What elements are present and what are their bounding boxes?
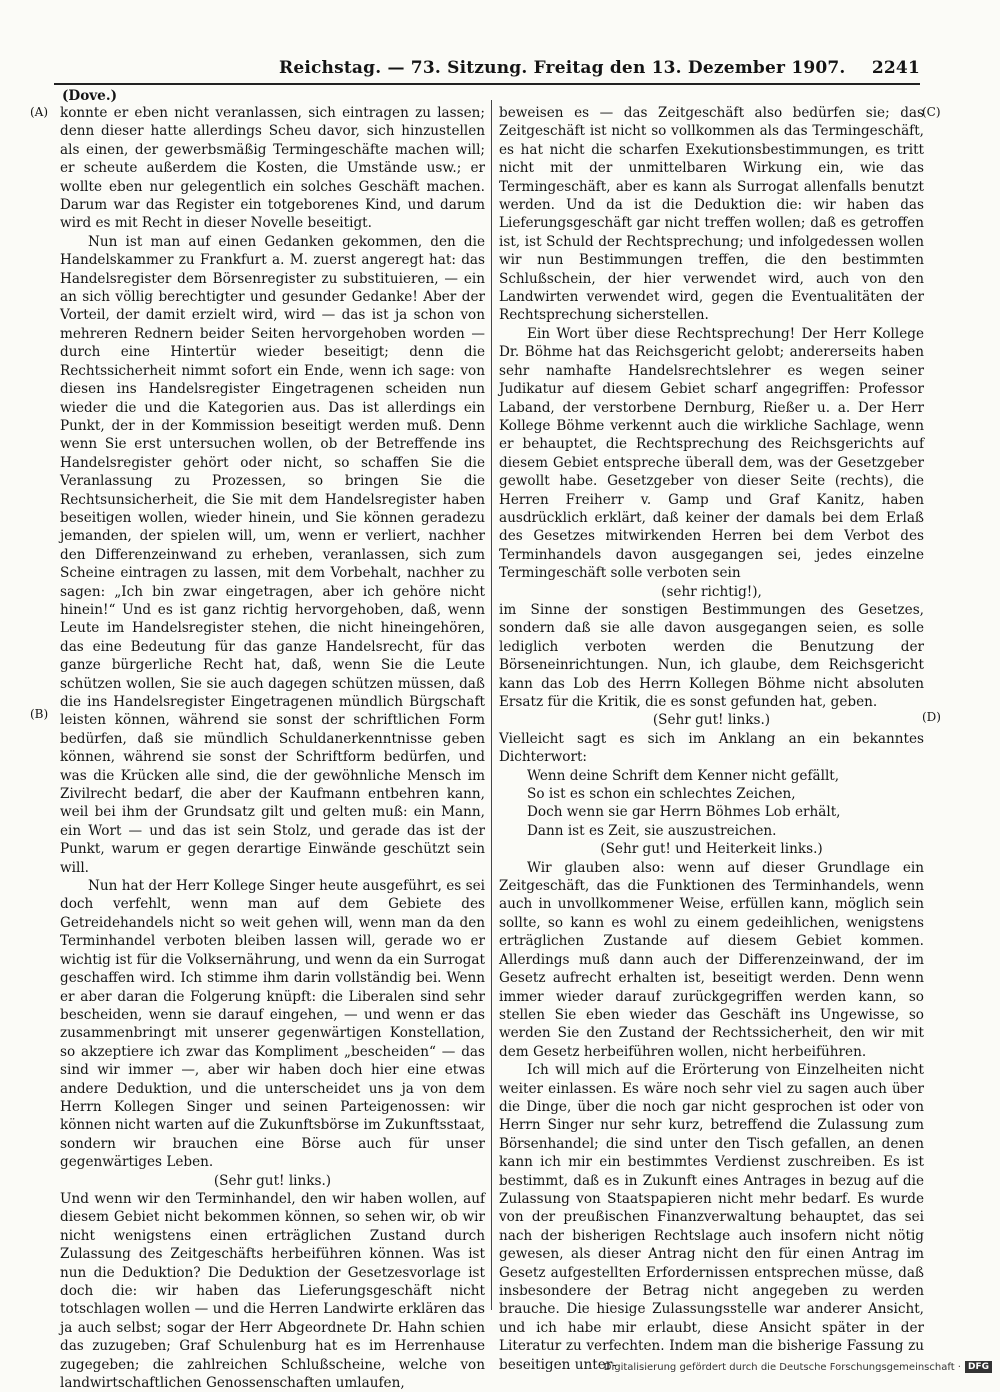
verse-line: Wenn deine Schrift dem Kenner nicht gefällt, bbox=[527, 767, 840, 784]
funding-note: Digitalisierung gefördert durch die Deutsche Forschungsgemeinschaft · bbox=[603, 1361, 961, 1373]
interjection: (Sehr gut! und Heiterkeit links.) bbox=[600, 841, 823, 858]
paragraph: Nun ist man auf einen Gedanken gekommen, den die Handelskammer zu Frankfurt a. M. zuerst angeregt hat: das Handelsregister dem Börsenregister zu substituieren, — ein an sich völlig berechtigter und gesunder Gedanke! Aber der Vorteil, der damit erzielt wird, wird — das ist ja schon von mehreren Rednern beider Seiten hervorgehoben worden — durch eine Hintertür wieder beseitigt; denn die Rechtssicherheit nimmt sofort ein Ende, wenn ich sage: von diesen ins Handelsregister Eingetragenen scheiden nun wieder die und die Kategorien aus. Das ist allerdings ein Punkt, der in der Kommission beseitigt werden muß. Denn wenn Sie erst untersuchen wollen, ob der Betreffende ins Handelsregister gehört oder nicht, so schaffen Sie die Veranlassung zu Prozessen, so bringen Sie die Rechtsunsicherheit, die Sie mit dem Handelsregister haben beseitigen wollen, wieder hinein, und Sie können geradezu jemanden, der spielen will, um, wenn er verliert, nachher den Differenzeinwand zu erheben, veranlassen, sich zum Scheine eintragen zu lassen, mit dem Vorbehalt, nachher zu sagen: „Ich bin zwar eingetragen, aber ich gehöre nicht hinein!“ Und es ist ganz richtig hervorgehoben, daß, wenn Leute im Handelsregister stehen, die nicht hineingehören, das eine Bedeutung für das ganze Handelsrecht, für das ganze bürgerliche Recht hat, daß, wenn Sie die Leute schützen wollen, Sie sie auch dagegen schützen müssen, daß die ins Handelsregister Eingetragenen mündlich Bürgschaft leisten können, während sie sonst der schriftlichen Form bedürfen, daß sie mündlich Schuldanerkenntnisse geben können, während sie sonst der Schriftform bedürfen, und was die Krücken alle sind, die der gewöhnliche Mensch im Zivilrecht bedarf, die aber der Kaufmann entbehren kann, weil bei ihm der Grundsatz gilt und gelten muß: ein Mann, ein Wort — und das ist sein Stolz, und gerade das ist der Punkt, warum er gegen derartige Einwände geschützt sein will. bbox=[60, 233, 485, 876]
running-head: Reichstag. — 73. Sitzung. Freitag den 13. Dezember 1907. bbox=[279, 58, 846, 78]
left-column bbox=[60, 104, 485, 1392]
dfg-logo: DFG bbox=[965, 1361, 992, 1373]
margin-mark-a: (A) bbox=[30, 105, 49, 119]
interjection: (Sehr gut! links.) bbox=[213, 1172, 332, 1189]
paragraph: beweisen es — das Zeitgeschäft also bedürfen sie; das Zeitgeschäft ist nicht so vollkommen als das Termingeschäft, es hat nicht die scharfen Exekutionsbestimmungen, es tritt nicht mit der unmittelbaren Wirkung ein, wie das Termingeschäft, aber es kann als Surrogat allenfalls benutzt werden. Und da ist die Deduktion die: wir haben das Lieferungsgeschäft gar nicht treffen wollen; daß es getroffen ist, ist Schuld der Rechtsprechung; und infolgedessen wollen wir nun Bestimmungen treffen, die den bestimmten Schlußschein, der hier verwendet wird, auch von den Landwirten verwendet wird, gegen die Eventualitäten der Rechtsprechung sicherstellen. bbox=[499, 105, 924, 324]
verse-line: Dann ist es Zeit, sie auszustreichen. bbox=[527, 822, 777, 839]
paragraph: konnte er eben nicht veranlassen, sich eintragen zu lassen; denn dieser hatte allerdings Scheu davor, sich hinzustellen als einen, der gewerbsmäßig Termingeschäfte machen will; er scheute außerdem die Kosten, die Umstände usw.; er wollte eben nur gelegentlich ein solches Geschäft machen. Darum war das Register ein totgeborenes Kind, und darum wird es mit Recht in dieser Novelle beseitigt. bbox=[60, 105, 485, 232]
paragraph: im Sinne der sonstigen Bestimmungen des Gesetzes, sondern daß sie alle davon ausgegangen seien, es solle lediglich verboten werden die Benutzung der Börseneinrichtungen. Nun, ich glaube, dem Reichsgericht kann das Lob des Herrn Kollegen Böhme nicht absoluten Ersatz für die Kritik, die es sonst gefunden hat, geben. bbox=[499, 601, 924, 710]
paragraph: Ein Wort über diese Rechtsprechung! Der Herr Kollege Dr. Böhme hat das Reichsgericht gelobt; andererseits haben sehr namhafte Handelsrechtslehrer es wegen seiner Judikatur auf diesem Gebiet scharf angegriffen: Professor Laband, der verstorbene Dernburg, Rießer u. a. Der Herr Kollege Böhme verkennt auch die wirkliche Sachlage, wenn er behauptet, die Rechtsprechung des Reichsgerichts auf diesem Gebiet entspreche überall dem, was der Gesetzgeber gewollt habe. Gesetzgeber von dieser Seite (rechts), die Herren Freiherr v. Gamp und Graf Kanitz, haben ausdrücklich erklärt, daß keiner der damals bei dem Erlaß des Gesetzes mitwirkenden Herren bei dem Verbot des Terminhandels davon ausgegangen sei, jedes einzelne Termingeschäft solle verboten sein bbox=[499, 325, 924, 582]
paragraph: Ich will mich auf die Erörterung von Einzelheiten nicht weiter einlassen. Es wäre noch sehr viel zu sagen auch über die Dinge, über die noch gar nicht gesprochen ist oder von Herrn Singer nur sehr kurz, betreffend die Zulassung zum Börsenhandel; die sind unter den Tisch gefallen, an denen kann ich mir ein bestimmtes Verdienst zuschreiben. Es ist bestimmt, daß es in Zukunft eines Antrages in bezug auf die Zulassung von Staatspapieren nicht mehr bedarf. Es wurde von der preußischen Finanzverwaltung behauptet, das sei nach der bisherigen Rechtslage auch insofern nicht nötig gewesen, als dieser Antrag nicht den für einen Antrag im Gesetz aufgestellten Erfordernissen entsprechen müsse, daß insbesondere der Betrag nicht angegeben zu werden brauche. Die hiesige Zulassungsstelle war anderer Ansicht, und ich habe mir erlaubt, diese Ansicht später in der Literatur zu verfechten. Indem man die bisherige Fassung zu beseitigen unter- bbox=[499, 1062, 924, 1373]
page-number: 2241 bbox=[871, 58, 920, 78]
interjection: (sehr richtig!), bbox=[661, 583, 762, 600]
column-divider bbox=[491, 100, 492, 1310]
speaker-name: (Dove.) bbox=[62, 88, 117, 104]
verse-line: Doch wenn sie gar Herrn Böhmes Lob erhält, bbox=[527, 804, 841, 821]
paragraph: Wir glauben also: wenn auf dieser Grundlage ein Zeitgeschäft, das die Funktionen des Terminhandels, wenn auch in unvollkommener Weise, erfüllen kann, möglich sein sollte, so kann es wohl zu einem gedeihlichen, wenigstens erträglichen Zustande auf diesem Gebiet kommen. Allerdings muß dann auch der Differenzeinwand, der im Gesetz aufrecht erhalten ist, beseitigt werden. Denn wenn immer wieder darauf zurückgegriffen werden kann, so stellen Sie eben wieder das Geschäft ins Ungewisse, so werden Sie den Zustand der Rechtssicherheit, den wir mit dem Gesetz herbeiführen wollen, nicht herbeiführen. bbox=[499, 859, 924, 1060]
margin-mark-d: (D) bbox=[922, 710, 941, 724]
verse-line: So ist es schon ein schlechtes Zeichen, bbox=[527, 786, 796, 803]
paragraph: Nun hat der Herr Kollege Singer heute ausgeführt, es sei doch verfehlt, wenn man auf dem Gebiete des Getreidehandels nicht so weit gehen will, wenn man da den Terminhandel verboten bleiben lassen will, gerade wo er wichtig ist für die Volksernährung, und wenn da ein Surrogat geschaffen wird. Ich stimme ihm darin vollständig bei. Wenn er aber daran die Folgerung knüpft: die Liberalen sind sehr bescheiden, wenn sie darauf eingehen, — und wenn er das zusammenbringt mit unserer gegenwärtigen Konstellation, so akzeptiere ich zwar das Kompliment „bescheiden“ — das sind wir immer —, aber wir haben doch hier eine etwas andere Deduktion, und die unterscheidet uns ja von dem Herrn Kollegen Singer und seinen Parteigenossen: wir können nicht warten auf die Zukunftsbörse im Zukunftsstaat, sondern wir brauchen eine Börse auch für unser gegenwärtiges Leben. bbox=[60, 878, 485, 1171]
footer bbox=[604, 1361, 992, 1373]
interjection: (Sehr gut! links.) bbox=[652, 712, 771, 729]
header-rule bbox=[54, 83, 920, 85]
paragraph: Und wenn wir den Terminhandel, den wir haben wollen, auf diesem Gebiet nicht bekommen können, so sehen wir, ob wir nicht wenigstens einen erträglichen Zustand durch Zulassung des Zeitgeschäfts herbeiführen können. Was ist nun die Deduktion? Die Deduktion der Gesetzesvorlage ist doch die: wir haben das Lieferungsgeschäft nicht totschlagen wollen — und die Herren Landwirte erklären das ja auch selbst; sogar der Herr Abgeordnete Dr. Hahn schien das zuzugeben; Graf Schulenburg hat es im Herrenhause zugegeben; die zahlreichen Schlußscheine, welche von landwirtschaftlichen Genossenschaften umlaufen, bbox=[60, 1190, 485, 1392]
margin-mark-c: (C) bbox=[922, 105, 941, 119]
margin-mark-b: (B) bbox=[30, 707, 49, 721]
paragraph: Vielleicht sagt es sich im Anklang an ein bekanntes Dichterwort: bbox=[499, 730, 924, 766]
page-header bbox=[54, 58, 920, 82]
